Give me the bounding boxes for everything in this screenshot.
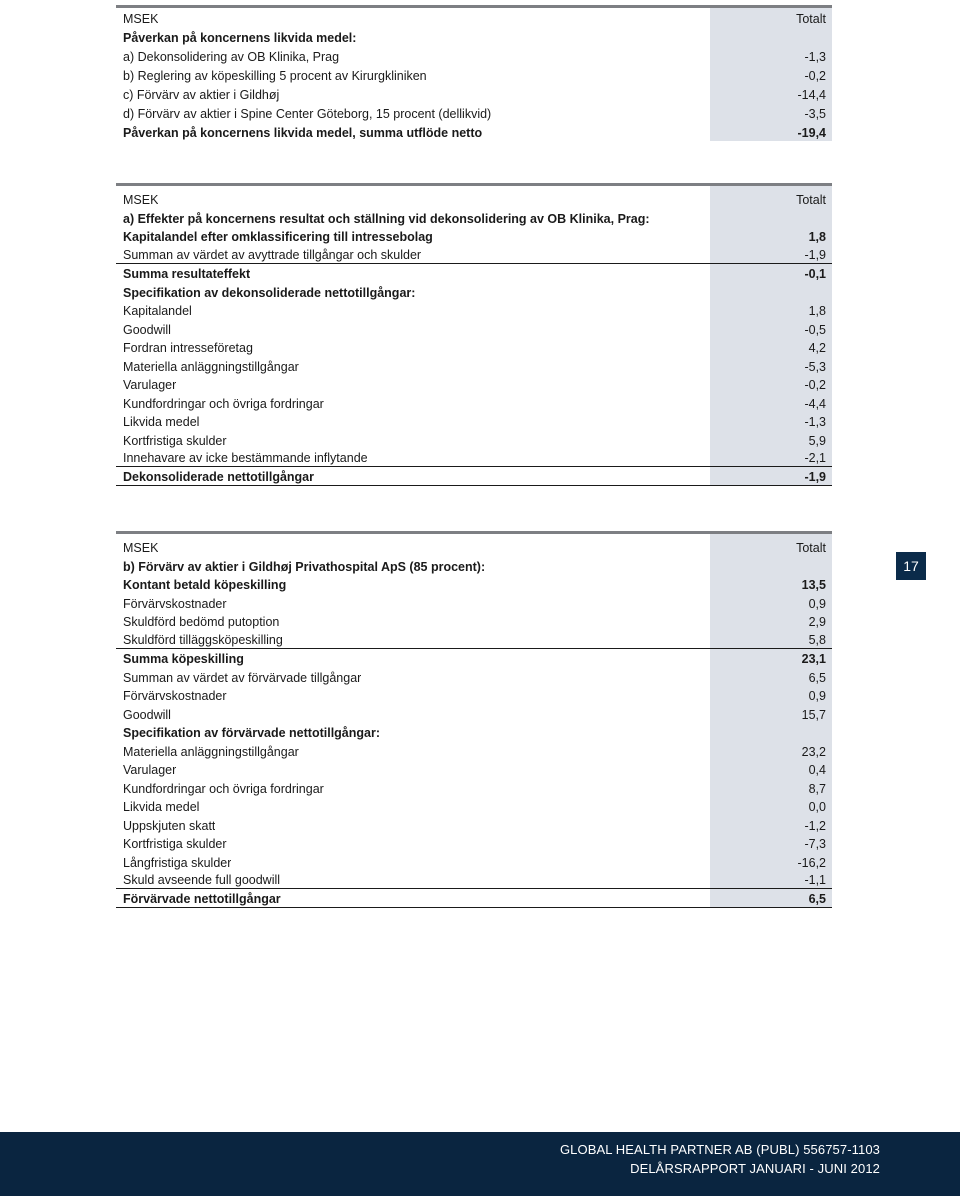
row-label: Kapitalandel <box>123 304 192 318</box>
table-row <box>116 797 832 816</box>
table-row <box>116 667 832 686</box>
table-row <box>116 282 832 301</box>
row-value: 6,5 <box>808 891 826 906</box>
row-value: 0,0 <box>808 800 826 814</box>
table-row <box>116 84 832 103</box>
table-row <box>116 723 832 742</box>
row-value: -0,1 <box>804 267 826 281</box>
row-value: -1,1 <box>804 873 826 887</box>
row-value: 6,5 <box>808 670 826 685</box>
row-value: 13,5 <box>801 578 826 592</box>
row-value: 23,2 <box>801 744 826 759</box>
table-row <box>116 27 832 46</box>
row-label: Skuldförd bedömd putoption <box>123 615 280 629</box>
row-label: MSEK <box>123 193 159 207</box>
row-value: 1,8 <box>808 230 826 244</box>
acquisition-table <box>116 531 832 908</box>
table-row <box>116 704 832 723</box>
row-value: 1,8 <box>808 304 826 318</box>
table-row <box>116 103 832 122</box>
row-value: -4,4 <box>804 396 826 411</box>
row-value: -0,2 <box>804 69 826 83</box>
row-label: Materiella anläggningstillgångar <box>123 359 299 374</box>
row-value: -1,3 <box>804 415 826 429</box>
row-label: Likvida medel <box>123 800 200 814</box>
row-label: Goodwill <box>123 707 171 722</box>
row-value: 5,8 <box>808 632 826 647</box>
table-row <box>116 122 832 141</box>
table-row <box>116 393 832 412</box>
row-label: Förvärvskostnader <box>123 596 227 611</box>
row-label: b) Reglering av köpeskilling 5 procent av Kirurgkliniken <box>123 69 427 83</box>
row-value: 4,2 <box>808 341 826 355</box>
row-value: -1,3 <box>804 50 826 64</box>
row-label: a) Effekter på koncernens resultat och ställning vid dekonsolidering av OB Klinika, Prag: <box>123 211 650 226</box>
row-value: -3,5 <box>804 107 826 121</box>
row-value: 5,9 <box>808 433 826 448</box>
row-label: Kundfordringar och övriga fordringar <box>123 781 324 796</box>
deconsolidation-table <box>116 183 832 486</box>
row-value: -1,9 <box>804 469 826 484</box>
table-row <box>116 815 832 834</box>
row-label: Materiella anläggningstillgångar <box>123 744 299 759</box>
row-value: 0,9 <box>808 689 826 703</box>
row-value: 8,7 <box>808 781 826 796</box>
table-header <box>116 534 832 556</box>
row-label: Förvärvskostnader <box>123 689 227 703</box>
row-label: c) Förvärv av aktier i Gildhøj <box>123 88 280 102</box>
table-row <box>116 741 832 760</box>
table-row <box>116 889 832 908</box>
table-row <box>116 649 832 668</box>
table-row <box>116 264 832 283</box>
row-label: Specifikation av dekonsoliderade nettotillgångar: <box>123 285 416 300</box>
table-row <box>116 593 832 612</box>
table-row <box>116 208 832 227</box>
row-label: Summan av värdet av förvärvade tillgångar <box>123 670 362 685</box>
row-label: Dekonsoliderade nettotillgångar <box>123 469 315 484</box>
table-row <box>116 245 832 264</box>
row-value: -14,4 <box>797 88 826 102</box>
row-label: Varulager <box>123 763 177 777</box>
row-value: -0,5 <box>804 322 826 337</box>
row-label: Specifikation av förvärvade nettotillgångar: <box>123 726 381 740</box>
liquidity-impact-table <box>116 5 832 141</box>
table-row <box>116 338 832 357</box>
table-row <box>116 319 832 338</box>
table-row <box>116 430 832 449</box>
footer-report-title: DELÅRSRAPPORT JANUARI - JUNI 2012 <box>630 1161 880 1176</box>
row-label: MSEK <box>123 541 159 555</box>
table-header <box>116 186 832 208</box>
table-row <box>116 852 832 871</box>
row-value: Totalt <box>796 12 826 26</box>
row-value: Totalt <box>796 193 826 207</box>
table-header <box>116 8 832 27</box>
table-row <box>116 871 832 890</box>
row-label: Långfristiga skulder <box>123 855 232 870</box>
row-label: Uppskjuten skatt <box>123 818 216 833</box>
row-label: Skuldförd tilläggsköpeskilling <box>123 632 283 647</box>
table-row <box>116 556 832 575</box>
table-row <box>116 467 832 486</box>
table-row <box>116 65 832 84</box>
row-label: Kundfordringar och övriga fordringar <box>123 396 324 411</box>
row-label: Varulager <box>123 378 177 392</box>
row-label: Kapitalandel efter omklassificering till intressebolag <box>123 230 433 244</box>
row-value: -16,2 <box>797 855 826 870</box>
table-row <box>116 834 832 853</box>
row-label: Skuld avseende full goodwill <box>123 873 281 887</box>
row-value: 23,1 <box>801 652 826 666</box>
table-row <box>116 375 832 394</box>
row-value: 0,4 <box>808 763 826 777</box>
table-row <box>116 356 832 375</box>
row-label: Kortfristiga skulder <box>123 433 227 448</box>
footer-company: GLOBAL HEALTH PARTNER AB (PUBL) 556757-1103 <box>559 1142 880 1157</box>
table-row <box>116 612 832 631</box>
row-value: -2,1 <box>804 451 826 465</box>
table-row <box>116 301 832 320</box>
table-row <box>116 227 832 246</box>
table-row <box>116 630 832 649</box>
row-value: 2,9 <box>808 615 826 629</box>
row-value: -19,4 <box>797 126 826 140</box>
row-label: Summa köpeskilling <box>123 652 244 666</box>
row-label: Summan av värdet av avyttrade tillgångar och skulder <box>123 247 422 262</box>
table-row <box>116 46 832 65</box>
row-label: a) Dekonsolidering av OB Klinika, Prag <box>123 50 340 64</box>
row-label: Summa resultateffekt <box>123 267 251 281</box>
row-label: Fordran intresseföretag <box>123 341 253 355</box>
table-row <box>116 449 832 468</box>
page-number: 17 <box>896 552 926 580</box>
table-row <box>116 778 832 797</box>
row-label: Kortfristiga skulder <box>123 837 227 851</box>
row-label: Goodwill <box>123 322 171 337</box>
table-row <box>116 575 832 594</box>
table-row <box>116 760 832 779</box>
row-label: d) Förvärv av aktier i Spine Center Göteborg, 15 procent (dellikvid) <box>123 107 492 121</box>
row-value: -1,2 <box>804 818 826 833</box>
footer-bar <box>0 1132 960 1196</box>
row-value: 0,9 <box>808 596 826 611</box>
table-row <box>116 686 832 705</box>
row-label: Likvida medel <box>123 415 200 429</box>
row-value: -5,3 <box>804 359 826 374</box>
table-row <box>116 412 832 431</box>
row-value: -0,2 <box>804 378 826 392</box>
row-value: -7,3 <box>804 837 826 851</box>
row-label: Innehavare av icke bestämmande inflytande <box>123 451 368 465</box>
row-label: Påverkan på koncernens likvida medel: <box>123 31 357 45</box>
row-value: -1,9 <box>804 247 826 262</box>
row-label: Påverkan på koncernens likvida medel, summa utflöde netto <box>123 126 483 140</box>
row-label: b) Förvärv av aktier i Gildhøj Privathospital ApS (85 procent): <box>123 559 486 574</box>
row-value: Totalt <box>796 541 826 555</box>
row-label: MSEK <box>123 12 159 26</box>
row-label: Kontant betald köpeskilling <box>123 578 287 592</box>
row-value: 15,7 <box>801 707 826 722</box>
row-label: Förvärvade nettotillgångar <box>123 891 281 906</box>
